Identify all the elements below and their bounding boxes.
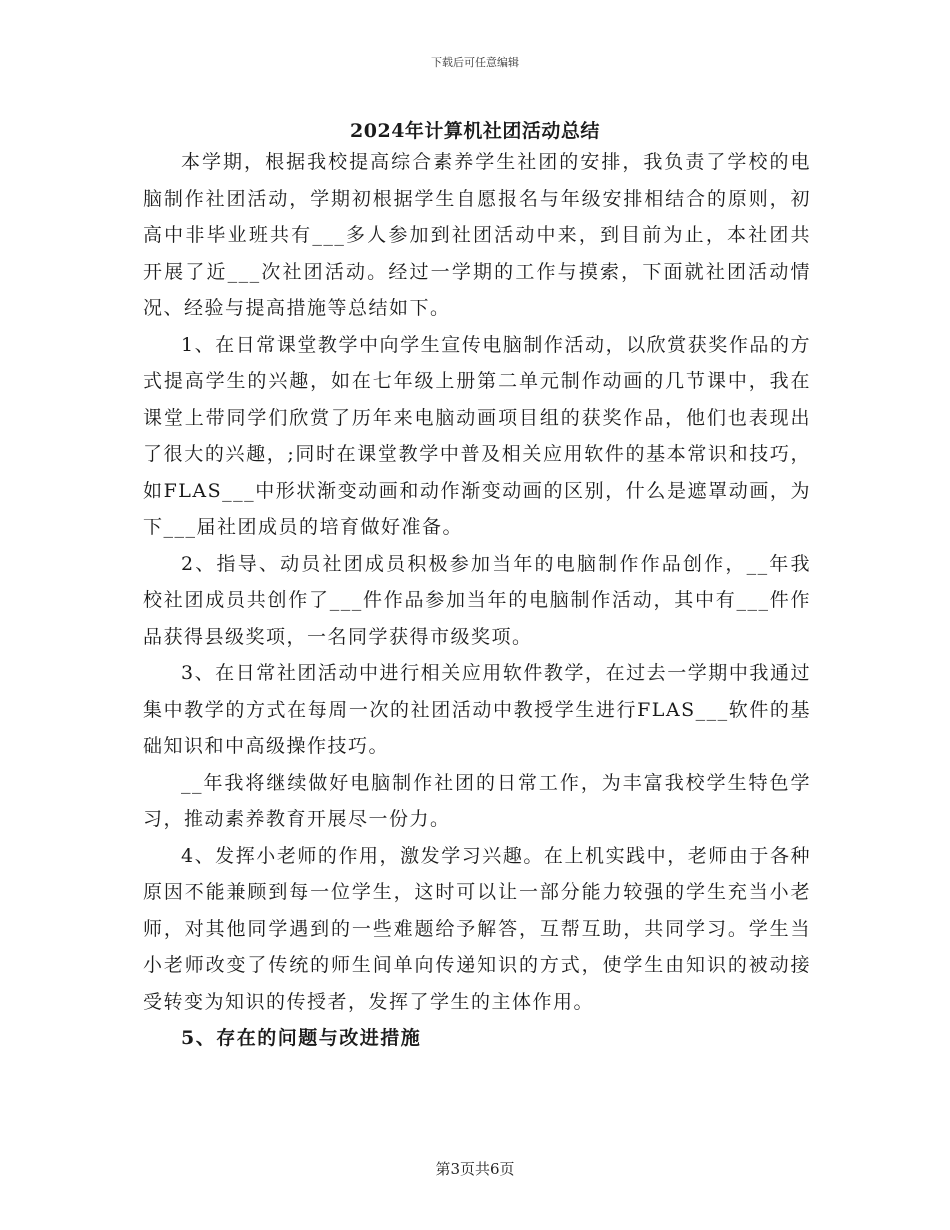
page-number: 第3页共6页	[435, 1160, 515, 1178]
paragraph-intro: 本学期，根据我校提高综合素养学生社团的安排，我负责了学校的电脑制作社团活动，学期初根据学生自愿报名与年级安排相结合的原则，初高中非毕业班共有___多人参加到社团活动中来，到目前为止，本社团共开展了近___次社团活动。经过一学期的工作与摸索，下面就社团活动情况、经验与提高措施等总结如下。	[143, 151, 811, 319]
section-heading-problems: 5、存在的问题与改进措施	[181, 1027, 422, 1049]
paragraph-item-4: 4、发挥小老师的作用，激发学习兴趣。在上机实践中，老师由于各种原因不能兼顾到每一位学生，这时可以让一部分能力较强的学生充当小老师，对其他同学遇到的一些难题给予解答，互帮互助，共同学习。学生当小老师改变了传统的师生间单向传递知识的方式，使学生由知识的被动接受转变为知识的传授者，发挥了学生的主体作用。	[143, 844, 811, 1013]
document-body	[143, 144, 811, 1057]
paragraph-plan: __年我将继续做好电脑制作社团的日常工作，为丰富我校学生特色学习，推动素养教育开展尽一份力。	[143, 771, 811, 830]
paragraph-item-2: 2、指导、动员社团成员积极参加当年的电脑制作作品创作，__年我校社团成员共创作了___件作品参加当年的电脑制作活动，其中有___件作品获得县级奖项，一名同学获得市级奖项。	[143, 552, 811, 648]
paragraph-item-1: 1、在日常课堂教学中向学生宣传电脑制作活动，以欣赏获奖作品的方式提高学生的兴趣，如在七年级上册第二单元制作动画的几节课中，我在课堂上带同学们欣赏了历年来电脑动画项目组的获奖作品，他们也表现出了很大的兴趣，;同时在课堂教学中普及相关应用软件的基本常识和技巧，如FLAS___中形状渐变动画和动作渐变动画的区别，什么是遮罩动画，为下___届社团成员的培育做好准备。	[143, 333, 811, 538]
document-title: 2024年计算机社团活动总结	[350, 120, 600, 142]
page-header-note: 下载后可任意编辑	[431, 56, 519, 69]
paragraph-item-3: 3、在日常社团活动中进行相关应用软件教学，在过去一学期中我通过集中教学的方式在每周一次的社团活动中教授学生进行FLAS___软件的基础知识和中高级操作技巧。	[143, 662, 811, 757]
